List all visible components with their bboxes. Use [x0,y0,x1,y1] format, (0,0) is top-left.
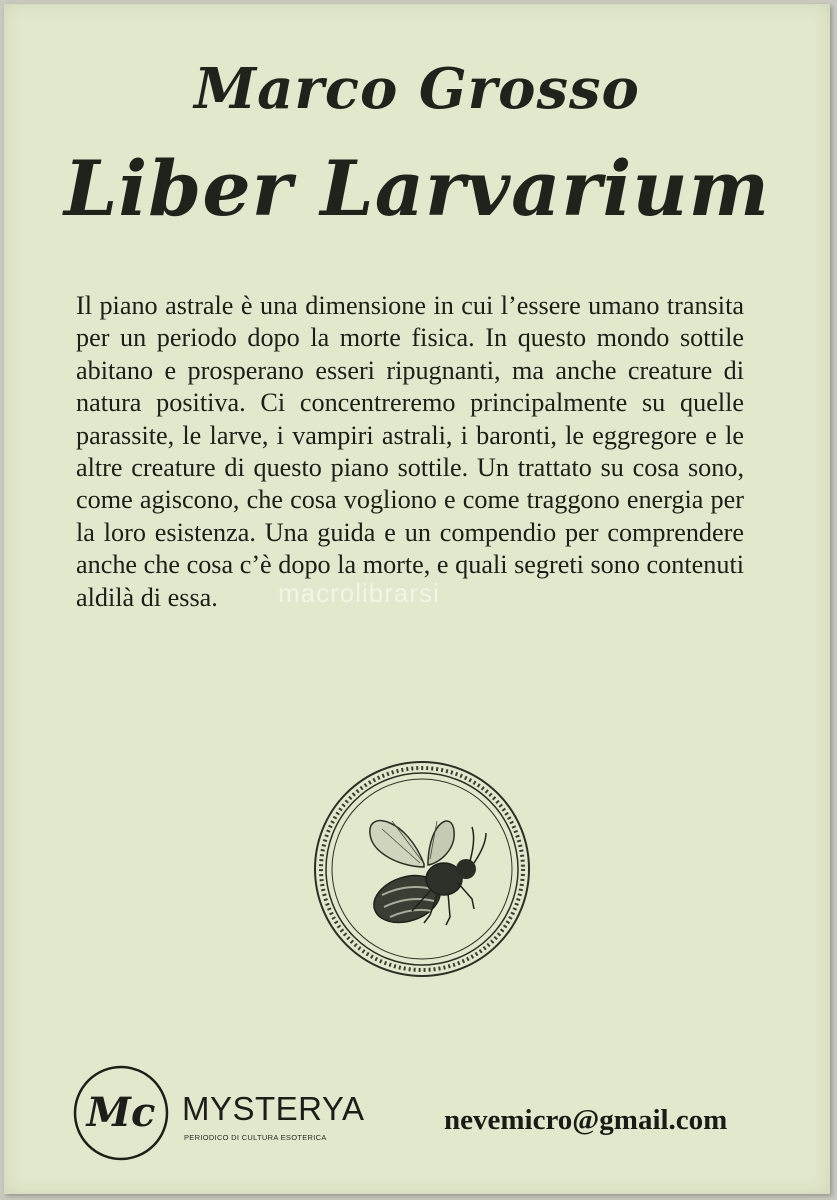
publisher-logo [72,1064,372,1164]
publisher-tagline: PERIODICO DI CULTURA ESOTERICA [184,1133,327,1142]
mysterya-monogram-icon [72,1064,170,1162]
book-back-cover [4,4,830,1194]
monogram-text: Mc [86,1089,156,1136]
book-description: Il piano astrale è una dimensione in cui l’essere umano transita per un periodo dopo la morte fisica. In questo mondo sottile abitano e prosperano esseri ripugnanti, ma anche creature di natura positiva. Ci concentreremo principalmente su quelle parassite, le larve, i vampiri astrali, i baronti, le eggregore e le altre creature di questo piano sottile. Un trattato su cosa sono, come agiscono, che cosa vogliono e come traggono energia per la loro esistenza. Una guida e un compendio per comprendere anche che cosa c’è dopo la morte, e quali segreti sono contenuti aldilà di essa. [76,291,744,612]
publisher-name: MYSTERYA [182,1090,365,1127]
author-name: Marco Grosso [194,56,640,122]
bee-icon [368,821,486,931]
bee-emblem-icon [312,759,532,979]
book-title: Liber Larvarium [63,144,770,233]
contact-email: nevemicro@gmail.com [444,1104,728,1136]
watermark-text: macrolibrarsi [278,578,440,608]
